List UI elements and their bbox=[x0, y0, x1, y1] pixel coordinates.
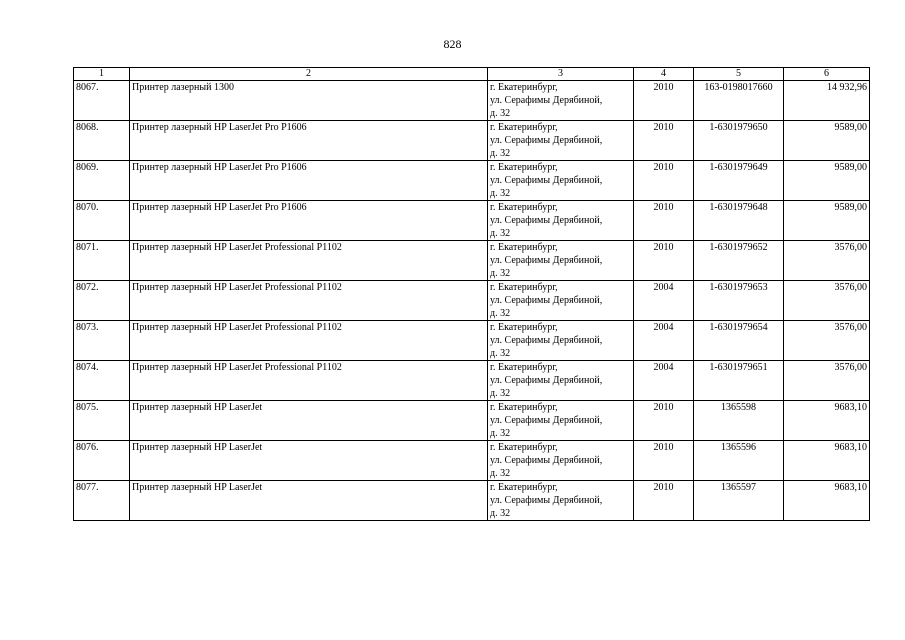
item-inventory-number: 1-6301979653 bbox=[694, 281, 784, 321]
item-cost: 3576,00 bbox=[784, 321, 870, 361]
row-number: 8068. bbox=[74, 121, 130, 161]
item-name: Принтер лазерный HP LaserJet Pro P1606 bbox=[130, 201, 488, 241]
address-line-street: ул. Серафимы Дерябиной, bbox=[490, 335, 603, 346]
item-year: 2010 bbox=[634, 441, 694, 481]
item-inventory-number: 1-6301979648 bbox=[694, 201, 784, 241]
item-year: 2010 bbox=[634, 121, 694, 161]
item-cost: 3576,00 bbox=[784, 281, 870, 321]
table-row bbox=[74, 361, 870, 401]
address-line-house: д. 32 bbox=[490, 228, 511, 239]
item-name: Принтер лазерный HP LaserJet Pro P1606 bbox=[130, 121, 488, 161]
header-col-1: 1 bbox=[74, 68, 130, 81]
address-line-street: ул. Серафимы Дерябиной, bbox=[490, 95, 603, 106]
address-line-city: г. Екатеринбург, bbox=[490, 122, 558, 133]
item-inventory-number: 1-6301979650 bbox=[694, 121, 784, 161]
item-inventory-number: 1-6301979654 bbox=[694, 321, 784, 361]
item-address bbox=[488, 241, 634, 281]
item-year: 2004 bbox=[634, 321, 694, 361]
address-line-city: г. Екатеринбург, bbox=[490, 202, 558, 213]
address-line-house: д. 32 bbox=[490, 388, 511, 399]
address-line-house: д. 32 bbox=[490, 428, 511, 439]
address-line-street: ул. Серафимы Дерябиной, bbox=[490, 215, 603, 226]
item-inventory-number: 1-6301979651 bbox=[694, 361, 784, 401]
row-number: 8071. bbox=[74, 241, 130, 281]
address-line-city: г. Екатеринбург, bbox=[490, 82, 558, 93]
item-address bbox=[488, 401, 634, 441]
table-row bbox=[74, 241, 870, 281]
item-name: Принтер лазерный HP LaserJet bbox=[130, 441, 488, 481]
address-line-house: д. 32 bbox=[490, 268, 511, 279]
item-address bbox=[488, 441, 634, 481]
item-name: Принтер лазерный HP LaserJet bbox=[130, 481, 488, 521]
item-cost: 9683,10 bbox=[784, 401, 870, 441]
row-number: 8067. bbox=[74, 81, 130, 121]
item-name: Принтер лазерный HP LaserJet Professional P1102 bbox=[130, 321, 488, 361]
property-table bbox=[73, 67, 870, 521]
item-cost: 3576,00 bbox=[784, 241, 870, 281]
item-year: 2010 bbox=[634, 401, 694, 441]
table-row bbox=[74, 321, 870, 361]
page-number: 828 bbox=[443, 37, 462, 51]
table-row bbox=[74, 281, 870, 321]
item-address bbox=[488, 81, 634, 121]
item-cost: 9589,00 bbox=[784, 161, 870, 201]
address-line-house: д. 32 bbox=[490, 148, 511, 159]
item-inventory-number: 1365598 bbox=[694, 401, 784, 441]
item-year: 2010 bbox=[634, 481, 694, 521]
item-address bbox=[488, 481, 634, 521]
table-body bbox=[74, 81, 870, 521]
item-name: Принтер лазерный HP LaserJet Professional P1102 bbox=[130, 361, 488, 401]
row-number: 8069. bbox=[74, 161, 130, 201]
item-inventory-number: 1365597 bbox=[694, 481, 784, 521]
item-address bbox=[488, 281, 634, 321]
header-col-2: 2 bbox=[130, 68, 488, 81]
item-cost: 3576,00 bbox=[784, 361, 870, 401]
address-line-city: г. Екатеринбург, bbox=[490, 362, 558, 373]
row-number: 8077. bbox=[74, 481, 130, 521]
address-line-street: ул. Серафимы Дерябиной, bbox=[490, 455, 603, 466]
address-line-street: ул. Серафимы Дерябиной, bbox=[490, 415, 603, 426]
item-address bbox=[488, 321, 634, 361]
table-header-row bbox=[74, 68, 870, 81]
item-cost: 9683,10 bbox=[784, 481, 870, 521]
table-row bbox=[74, 81, 870, 121]
item-inventory-number: 1365596 bbox=[694, 441, 784, 481]
item-year: 2010 bbox=[634, 241, 694, 281]
item-name: Принтер лазерный HP LaserJet Professional P1102 bbox=[130, 241, 488, 281]
item-address bbox=[488, 201, 634, 241]
row-number: 8070. bbox=[74, 201, 130, 241]
item-year: 2004 bbox=[634, 281, 694, 321]
address-line-street: ул. Серафимы Дерябиной, bbox=[490, 255, 603, 266]
table-row bbox=[74, 441, 870, 481]
item-inventory-number: 1-6301979649 bbox=[694, 161, 784, 201]
item-year: 2010 bbox=[634, 81, 694, 121]
item-inventory-number: 1-6301979652 bbox=[694, 241, 784, 281]
address-line-street: ул. Серафимы Дерябиной, bbox=[490, 495, 603, 506]
address-line-city: г. Екатеринбург, bbox=[490, 322, 558, 333]
address-line-house: д. 32 bbox=[490, 308, 511, 319]
row-number: 8075. bbox=[74, 401, 130, 441]
header-col-6: 6 bbox=[784, 68, 870, 81]
address-line-house: д. 32 bbox=[490, 508, 511, 519]
table-row bbox=[74, 121, 870, 161]
address-line-house: д. 32 bbox=[490, 348, 511, 359]
item-year: 2004 bbox=[634, 361, 694, 401]
address-line-city: г. Екатеринбург, bbox=[490, 402, 558, 413]
address-line-house: д. 32 bbox=[490, 468, 511, 479]
item-year: 2010 bbox=[634, 161, 694, 201]
row-number: 8072. bbox=[74, 281, 130, 321]
item-name: Принтер лазерный 1300 bbox=[130, 81, 488, 121]
table-row bbox=[74, 201, 870, 241]
item-cost: 9683,10 bbox=[784, 441, 870, 481]
item-cost: 14 932,96 bbox=[784, 81, 870, 121]
row-number: 8074. bbox=[74, 361, 130, 401]
address-line-city: г. Екатеринбург, bbox=[490, 282, 558, 293]
address-line-street: ул. Серафимы Дерябиной, bbox=[490, 135, 603, 146]
item-year: 2010 bbox=[634, 201, 694, 241]
item-address bbox=[488, 161, 634, 201]
address-line-house: д. 32 bbox=[490, 108, 511, 119]
item-cost: 9589,00 bbox=[784, 121, 870, 161]
address-line-city: г. Екатеринбург, bbox=[490, 482, 558, 493]
address-line-street: ул. Серафимы Дерябиной, bbox=[490, 175, 603, 186]
item-name: Принтер лазерный HP LaserJet Pro P1606 bbox=[130, 161, 488, 201]
item-address bbox=[488, 361, 634, 401]
address-line-house: д. 32 bbox=[490, 188, 511, 199]
row-number: 8076. bbox=[74, 441, 130, 481]
item-cost: 9589,00 bbox=[784, 201, 870, 241]
row-number: 8073. bbox=[74, 321, 130, 361]
table-row bbox=[74, 481, 870, 521]
item-name: Принтер лазерный HP LaserJet Professional P1102 bbox=[130, 281, 488, 321]
item-inventory-number: 163-0198017660 bbox=[694, 81, 784, 121]
header-col-3: 3 bbox=[488, 68, 634, 81]
address-line-city: г. Екатеринбург, bbox=[490, 162, 558, 173]
address-line-city: г. Екатеринбург, bbox=[490, 242, 558, 253]
item-name: Принтер лазерный HP LaserJet bbox=[130, 401, 488, 441]
header-col-5: 5 bbox=[694, 68, 784, 81]
address-line-city: г. Екатеринбург, bbox=[490, 442, 558, 453]
item-address bbox=[488, 121, 634, 161]
address-line-street: ул. Серафимы Дерябиной, bbox=[490, 295, 603, 306]
header-col-4: 4 bbox=[634, 68, 694, 81]
table-row bbox=[74, 401, 870, 441]
table-row bbox=[74, 161, 870, 201]
address-line-street: ул. Серафимы Дерябиной, bbox=[490, 375, 603, 386]
